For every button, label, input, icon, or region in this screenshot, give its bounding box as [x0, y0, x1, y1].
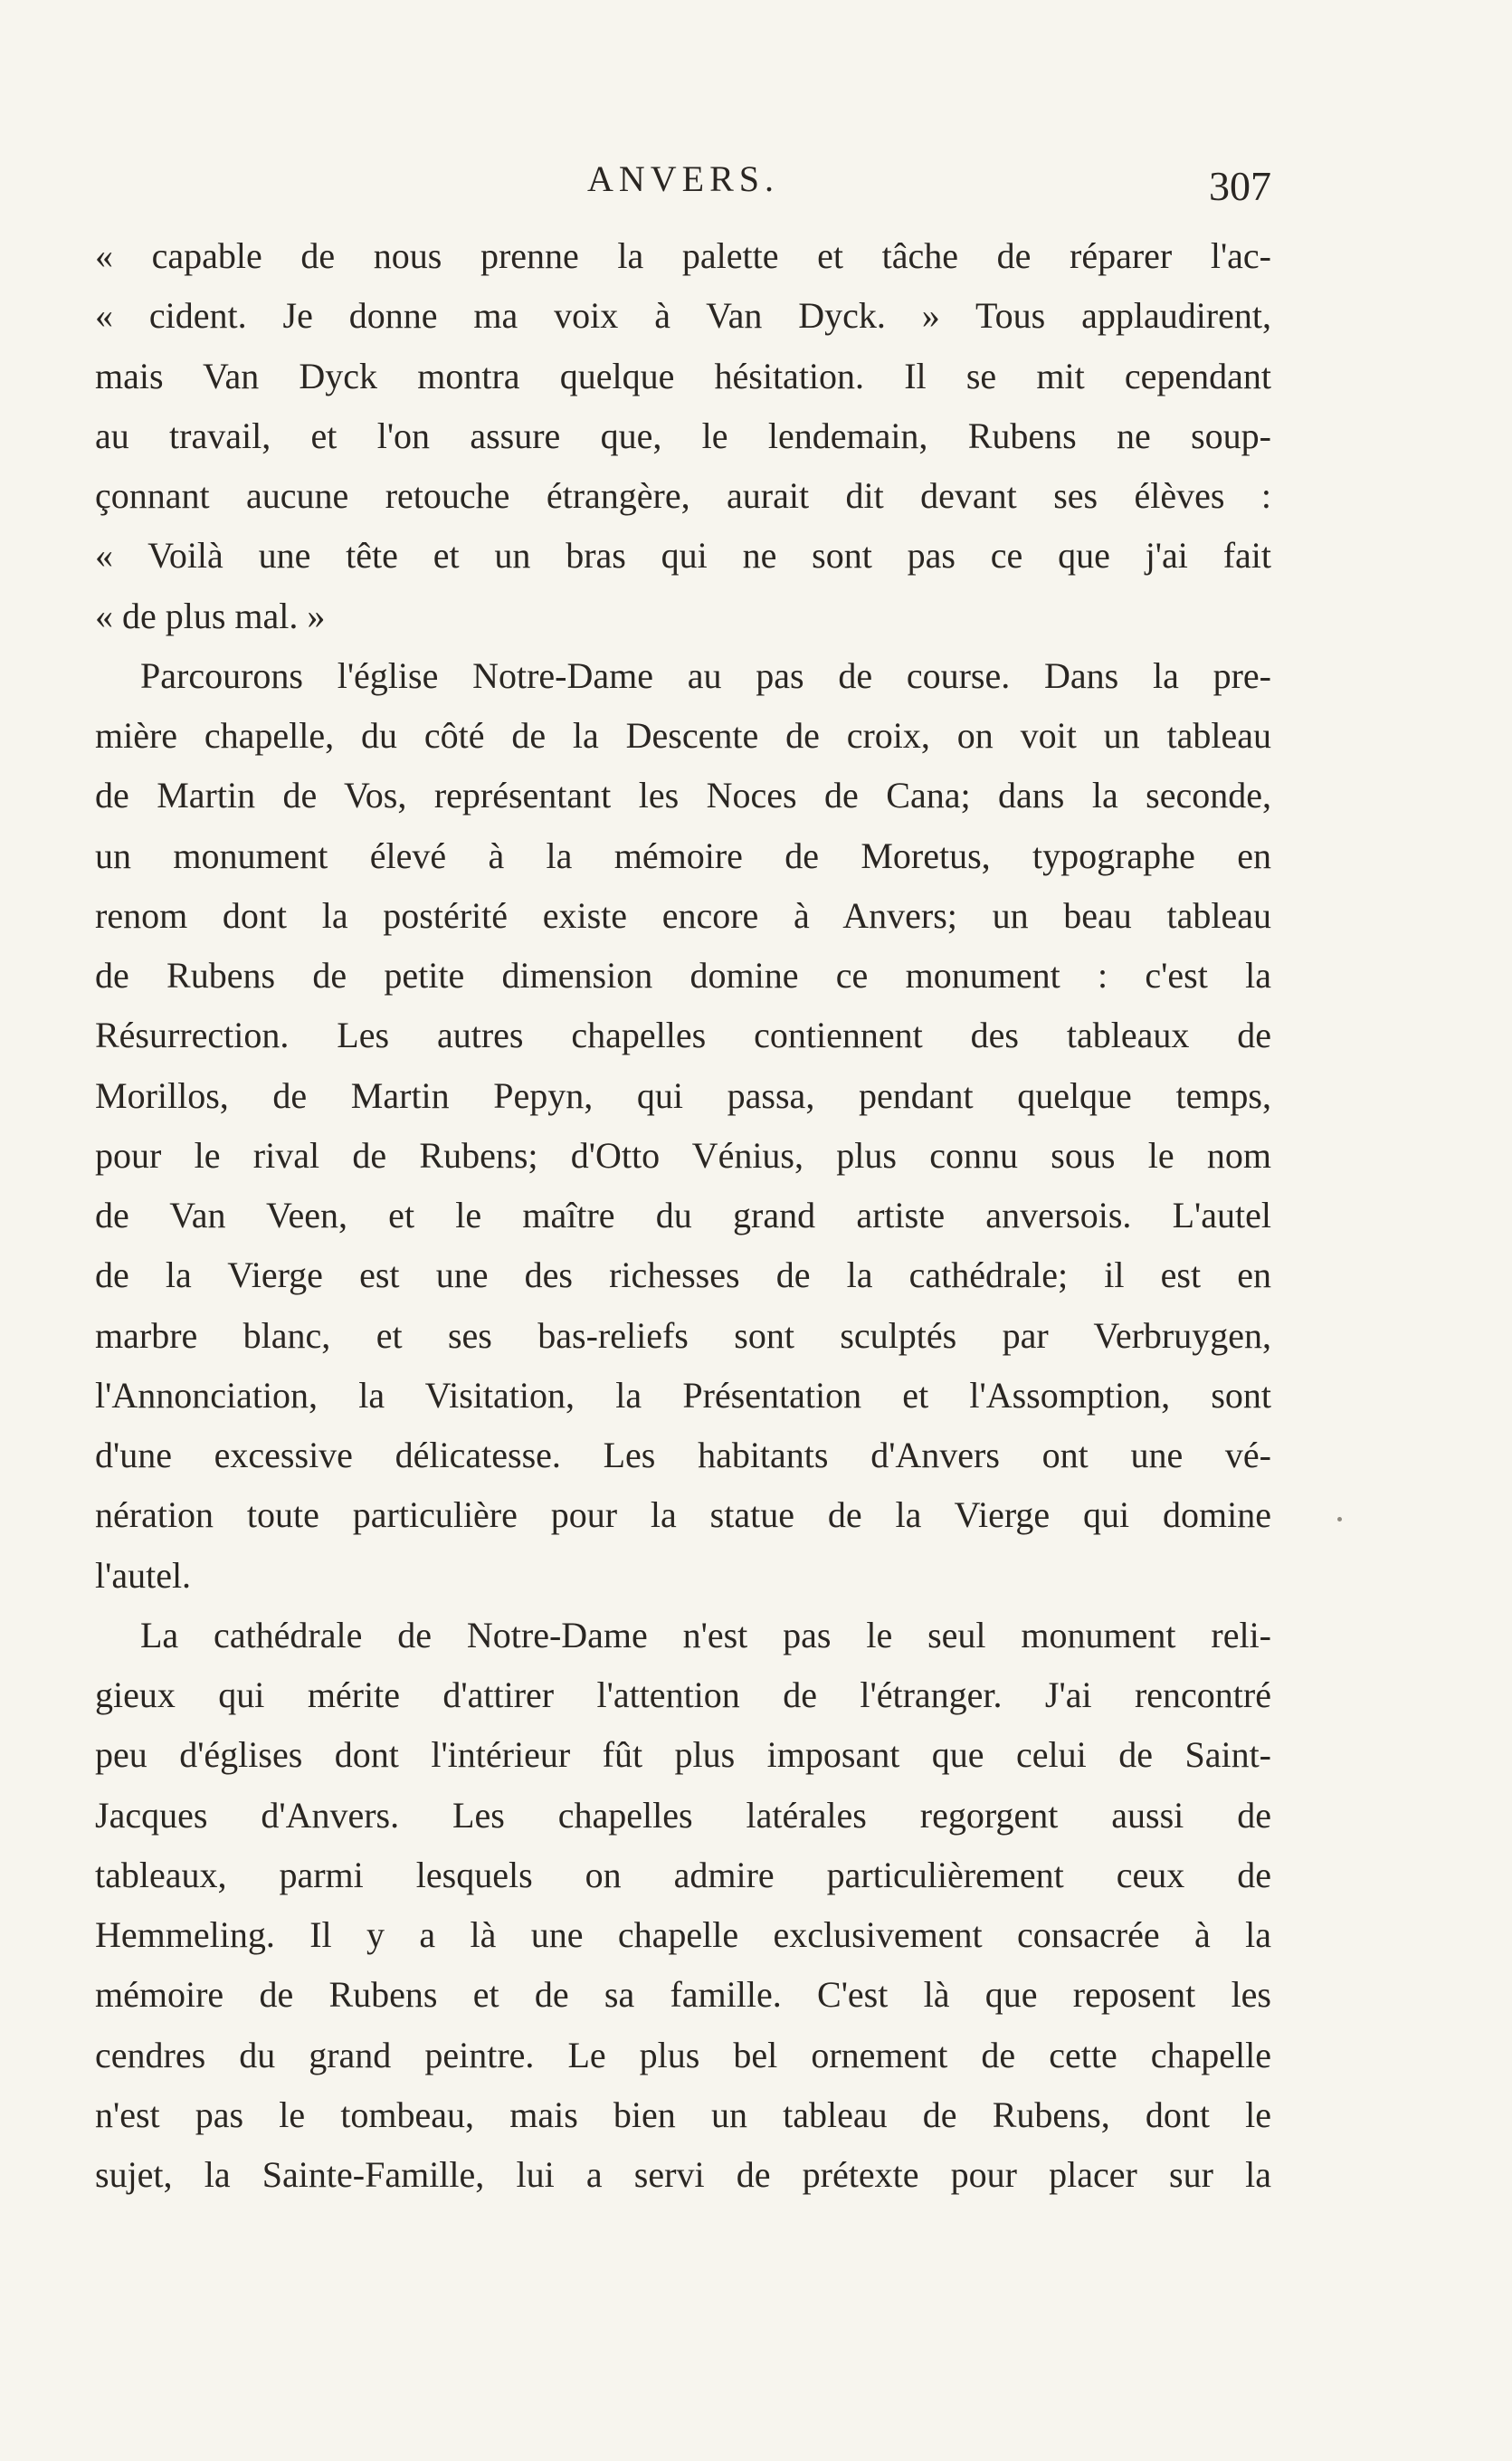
text-line: « capable de nous prenne la palette et tâche de réparer l'ac- — [95, 235, 1271, 276]
text-line: sujet, la Sainte-Famille, lui a servi de prétexte pour placer sur la — [95, 2154, 1271, 2195]
text-line: de Rubens de petite dimension domine ce monument : c'est la — [95, 955, 1271, 996]
text-line: Morillos, de Martin Pepyn, qui passa, pendant quelque temps, — [95, 1074, 1271, 1116]
text-line: de Martin de Vos, représentant les Noces de Cana; dans la seconde, — [95, 775, 1271, 816]
text-line: l'Annonciation, la Visitation, la Présentation et l'Assomption, sont — [95, 1374, 1271, 1416]
text-line: Jacques d'Anvers. Les chapelles latérales regorgent aussi de — [95, 1794, 1271, 1836]
text-line: peu d'églises dont l'intérieur fût plus imposant que celui de Saint- — [95, 1734, 1271, 1776]
text-line: un monument élevé à la mémoire de Moretus, typographe en — [95, 835, 1271, 876]
page-header — [95, 154, 1271, 217]
text-line: au travail, et l'on assure que, le lendemain, Rubens ne soup- — [95, 415, 1271, 456]
text-line: pour le rival de Rubens; d'Otto Vénius, plus connu sous le nom — [95, 1134, 1271, 1176]
text-line: nération toute particulière pour la statue de la Vierge qui domine — [95, 1494, 1271, 1536]
paragraph-start-line: La cathédrale de Notre-Dame n'est pas le seul monument reli- — [140, 1614, 1271, 1655]
text-line: renom dont la postérité existe encore à Anvers; un beau tableau — [95, 894, 1271, 936]
text-line: de la Vierge est une des richesses de la cathédrale; il est en — [95, 1254, 1271, 1296]
text-line: tableaux, parmi lesquels on admire particulièrement ceux de — [95, 1854, 1271, 1895]
text-line: n'est pas le tombeau, mais bien un tableau de Rubens, dont le — [95, 2094, 1271, 2135]
text-line: « de plus mal. » — [95, 595, 326, 636]
text-line: marbre blanc, et ses bas-reliefs sont sculptés par Verbruygen, — [95, 1314, 1271, 1356]
page-number: 307 — [1209, 163, 1271, 209]
text-line: mière chapelle, du côté de la Descente de croix, on voit un tableau — [95, 715, 1271, 756]
text-line: mémoire de Rubens et de sa famille. C'est là que reposent les — [95, 1974, 1271, 2016]
body-text — [95, 226, 1271, 2205]
running-title: ANVERS. — [586, 158, 780, 199]
text-line: cendres du grand peintre. Le plus bel ornement de cette chapelle — [95, 2034, 1271, 2075]
text-line: « cident. Je donne ma voix à Van Dyck. » Tous applaudirent, — [95, 295, 1271, 337]
text-line: l'autel. — [95, 1554, 192, 1596]
paragraph-start-line: Parcourons l'église Notre-Dame au pas de course. Dans la pre- — [140, 654, 1271, 696]
text-line: Hemmeling. Il y a là une chapelle exclusivement consacrée à la — [95, 1914, 1271, 1955]
text-line: de Van Veen, et le maître du grand artiste anversois. L'autel — [95, 1195, 1271, 1235]
text-line: d'une excessive délicatesse. Les habitants d'Anvers ont une vé- — [95, 1435, 1271, 1475]
text-line: « Voilà une tête et un bras qui ne sont pas ce que j'ai fait — [95, 535, 1271, 577]
text-line: gieux qui mérite d'attirer l'attention de l'étranger. J'ai rencontré — [95, 1674, 1271, 1715]
text-line: Résurrection. Les autres chapelles contiennent des tableaux de — [95, 1015, 1271, 1056]
text-line: çonnant aucune retouche étrangère, aurait dit devant ses élèves : — [95, 475, 1271, 516]
margin-dot-mark — [1337, 1517, 1342, 1521]
text-line: mais Van Dyck montra quelque hésitation. Il se mit cependant — [95, 355, 1271, 396]
